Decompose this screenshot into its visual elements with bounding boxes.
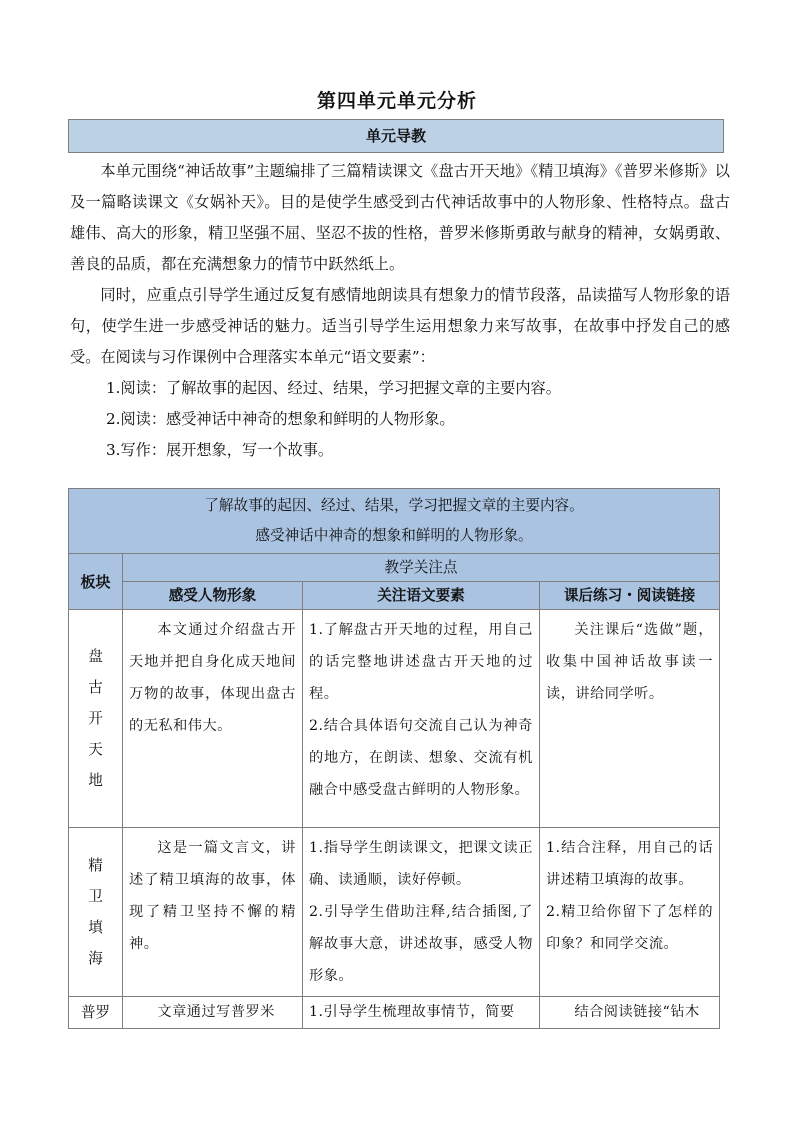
focus-column-header: 教学关注点 bbox=[123, 554, 720, 582]
row-character-cell: 本文通过介绍盘古开天地并把自身化成天地间万物的故事，体现出盘古的无私和伟大。 bbox=[123, 610, 303, 828]
row-language-cell: 1.引导学生梳理故事情节，简要 bbox=[303, 997, 540, 1029]
row-character-cell: 这是一篇文言文，讲述了精卫填海的故事，体现了精卫坚持不懈的精神。 bbox=[123, 828, 303, 997]
table-row bbox=[69, 828, 720, 997]
intro-paragraph-2: 同时，应重点引导学生通过反复有感情地朗读具有想象力的情节段落，品读描写人物形象的语句，使学生进一步感受神话的魅力。适当引导学生运用想象力来写故事，在故事中抒发自己的感受。在阅读与习作课例中合理落实本单元“语文要素”： bbox=[70, 286, 730, 366]
row-exercise-item: 2.精卫给你留下了怎样的印象？和同学交流。 bbox=[546, 904, 714, 952]
row-character-cell: 文章通过写普罗米 bbox=[123, 997, 303, 1029]
intro-paragraph-1: 本单元围绕“神话故事”主题编排了三篇精读课文《盘古开天地》《精卫填海》《普罗米修斯》以及一篇略读课文《女娲补天》。目的是使学生感受到古代神话故事中的人物形象、性格特点。盘古雄伟、高大的形象，精卫坚强不屈、坚忍不拔的性格，普罗米修斯勇敢与献身的精神，女娲勇敢、善良的品质，都在充满想象力的情节中跃然纸上。 bbox=[70, 162, 730, 273]
intro-item-1: 1.阅读：了解故事的起因、经过、结果，学习把握文章的主要内容。 bbox=[106, 379, 561, 397]
row-language-cell bbox=[303, 610, 540, 828]
row-language-item: 2.引导学生借助注释,结合插图,了解故事大意，讲述故事，感受人物形象。 bbox=[309, 904, 533, 984]
row-exercise-item: 1.结合注释，用自己的话讲述精卫填海的故事。 bbox=[546, 840, 714, 888]
row-language-item: 2.结合具体语句交流自己认为神奇的地方，在朗读、想象、交流有机融合中感受盘古鲜明的人物形象。 bbox=[309, 718, 533, 798]
col-header-language-elements: 关注语文要素 bbox=[303, 582, 540, 610]
row-name-text: 精卫填海 bbox=[88, 857, 103, 967]
section-header-unit-guide: 单元导教 bbox=[68, 119, 724, 153]
page-title: 第四单元单元分析 bbox=[316, 90, 477, 112]
goal-1: 了解故事的起因、经过、结果，学习把握文章的主要内容。 bbox=[204, 497, 584, 514]
goal-2: 感受神话中神奇的想象和鲜明的人物形象。 bbox=[255, 527, 533, 544]
col-header-exercises: 课后练习・阅读链接 bbox=[540, 582, 720, 610]
block-column-header: 板块 bbox=[69, 554, 123, 610]
col-header-character: 感受人物形象 bbox=[123, 582, 303, 610]
row-language-item: 1.了解盘古开天地的过程，用自己的话完整地讲述盘古开天地的过程。 bbox=[309, 622, 533, 702]
row-name bbox=[69, 828, 123, 997]
row-name: 普罗 bbox=[69, 997, 123, 1029]
table-row bbox=[69, 997, 720, 1029]
row-exercise-cell bbox=[540, 828, 720, 997]
table-goals-header bbox=[69, 489, 720, 554]
teaching-plan-table bbox=[68, 488, 720, 1029]
row-language-item: 1.指导学生朗读课文，把课文读正确、读通顺，读好停顿。 bbox=[309, 840, 533, 888]
intro-item-3: 3.写作：展开想象，写一个故事。 bbox=[106, 441, 334, 459]
row-language-cell bbox=[303, 828, 540, 997]
intro-text bbox=[70, 156, 730, 466]
table-row bbox=[69, 610, 720, 828]
row-name bbox=[69, 610, 123, 828]
intro-item-2: 2.阅读：感受神话中神奇的想象和鲜明的人物形象。 bbox=[106, 410, 455, 428]
row-exercise-cell: 关注课后“选做”题，收集中国神话故事读一读，讲给同学听。 bbox=[540, 610, 720, 828]
row-name-text: 盘古开天地 bbox=[88, 648, 103, 789]
row-exercise-cell: 结合阅读链接“钻木 bbox=[540, 997, 720, 1029]
